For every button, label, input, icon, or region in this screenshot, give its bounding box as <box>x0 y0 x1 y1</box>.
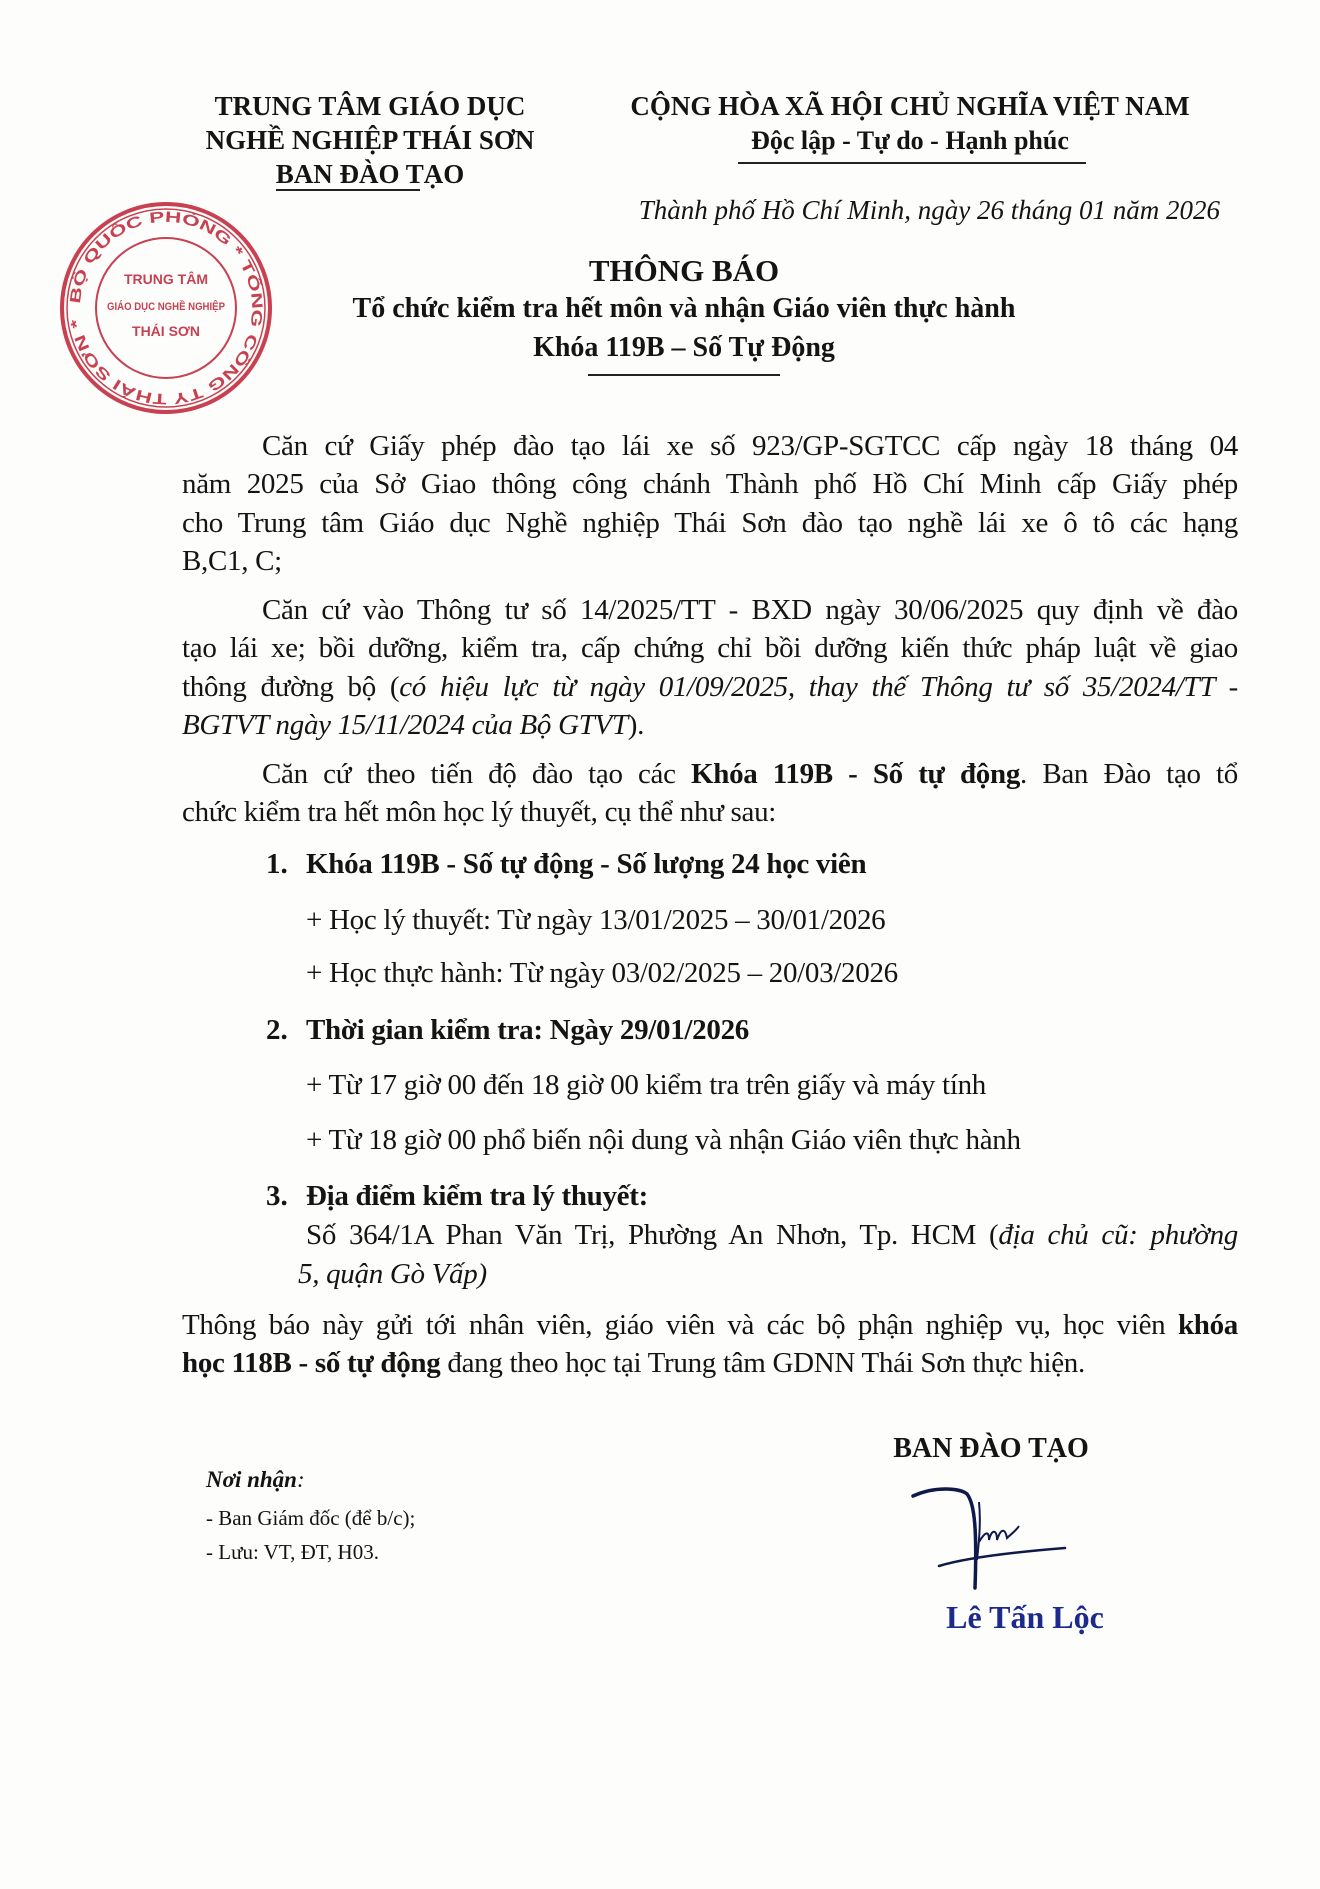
motto-underline <box>738 162 1086 164</box>
address-old-note: địa chủ cũ: phường <box>998 1219 1238 1251</box>
text-line <box>182 1344 1238 1382</box>
notice-subtitle: Tổ chức kiểm tra hết môn và nhận Giáo viên thực hành <box>352 293 1016 324</box>
bold-text: Khóa 119B - Số tự động <box>691 758 1021 790</box>
signer-department: BAN ĐÀO TẠO <box>893 1433 1089 1464</box>
paragraph-circular <box>182 591 1238 745</box>
title-underline <box>588 374 780 376</box>
paragraph-license <box>182 427 1238 581</box>
text-segment: Căn cứ theo tiến độ đào tạo các <box>262 758 691 790</box>
text-segment: cho Trung tâm Giáo dục Nghề nghiệp Thái Sơn đào tạo nghề lái xe ô tô các hạng <box>182 506 1238 539</box>
item-title: Địa điểm kiểm tra lý thuyết: <box>306 1180 648 1212</box>
item-address <box>306 1216 1238 1254</box>
item-number: 3. <box>266 1180 288 1212</box>
org-name-line2: NGHỀ NGHIỆP THÁI SƠN <box>205 125 535 155</box>
org-name-line1: TRUNG TÂM GIÁO DỤC <box>214 91 526 121</box>
text-segment: ). <box>627 709 645 742</box>
text-segment: Căn cứ vào Thông tư số 14/2025/TT - BXD ngày 30/06/2025 quy định về đào <box>262 594 1238 626</box>
official-stamp <box>58 200 274 416</box>
text-segment: . Ban Đào tạo tổ <box>1020 758 1238 790</box>
signer-name: Lê Tấn Lộc <box>946 1599 1104 1635</box>
text-segment: Căn cứ Giấy phép đào tạo lái xe số 923/GP-SGTCC cấp ngày 18 tháng 04 <box>262 430 1238 462</box>
item-number: 1. <box>266 848 288 880</box>
item-detail: + Từ 17 giờ 00 đến 18 giờ 00 kiểm tra trên giấy và máy tính <box>306 1069 986 1101</box>
text-line <box>182 465 1238 503</box>
text-segment: đang theo học tại Trung tâm GDNN Thái Sơn thực hiện. <box>440 1347 1085 1380</box>
item-detail: + Học thực hành: Từ ngày 03/02/2025 – 20/03/2026 <box>306 957 898 989</box>
text-segment: B,C1, C; <box>182 545 282 578</box>
notice-heading: THÔNG BÁO <box>588 253 780 288</box>
text-segment: năm 2025 của Sở Giao thông công chánh Thành phố Hồ Chí Minh cấp Giấy phép <box>182 468 1238 501</box>
recipients-label <box>206 1464 305 1496</box>
item-detail: + Học lý thuyết: Từ ngày 13/01/2025 – 30/01/2026 <box>306 904 886 936</box>
item-title: Khóa 119B - Số tự động - Số lượng 24 học viên <box>306 848 867 880</box>
text-line <box>182 629 1238 667</box>
item-title: Thời gian kiểm tra: Ngày 29/01/2026 <box>306 1014 749 1046</box>
nation-motto: Độc lập - Tự do - Hạnh phúc <box>751 126 1069 155</box>
text-line <box>182 1306 1238 1344</box>
notice-course: Khóa 119B – Số Tự Động <box>533 332 835 363</box>
text-line <box>182 542 1238 580</box>
text-line <box>182 668 1238 706</box>
italic-text: BGTVT ngày 15/11/2024 của Bộ GTVT <box>182 709 628 742</box>
text-line <box>182 427 1238 465</box>
stamp-inner-line3: THÁI SƠN <box>132 323 200 339</box>
recipients-colon: : <box>296 1467 305 1492</box>
text-line <box>182 755 1238 793</box>
item-detail: + Từ 18 giờ 00 phổ biến nội dung và nhận Giáo viên thực hành <box>306 1124 1021 1156</box>
item-address-line2: 5, quận Gò Vấp) <box>298 1258 487 1290</box>
text-segment: Thông báo này gửi tới nhân viên, giáo viên và các bộ phận nghiệp vụ, học viên <box>182 1309 1178 1341</box>
address-text: Số 364/1A Phan Văn Trị, Phường An Nhơn, Tp. HCM ( <box>306 1219 999 1251</box>
italic-text: có hiệu lực từ ngày 01/09/2025, thay thế Thông tư số 35/2024/TT - <box>399 670 1239 703</box>
paragraph-closing <box>182 1306 1238 1383</box>
stamp-outer-text: BỘ QUỐC PHÒNG * TỔNG CÔNG TY THÁI SƠN * <box>66 208 266 408</box>
recipient-item: - Lưu: VT, ĐT, H03. <box>206 1540 379 1564</box>
handwritten-signature <box>905 1482 1085 1592</box>
text-line <box>182 793 1238 831</box>
paragraph-schedule <box>182 755 1238 832</box>
text-segment: chức kiểm tra hết môn học lý thuyết, cụ thể như sau: <box>182 796 777 829</box>
stamp-inner-line1: TRUNG TÂM <box>124 271 208 287</box>
recipients-label-text: Nơi nhận <box>206 1467 297 1492</box>
document-date: Thành phố Hồ Chí Minh, ngày 26 tháng 01 năm 2026 <box>638 195 1220 225</box>
org-department: BAN ĐÀO TẠO <box>275 159 465 189</box>
org-underline <box>276 189 420 191</box>
text-line <box>182 591 1238 629</box>
recipient-item: - Ban Giám đốc (để b/c); <box>206 1506 416 1530</box>
bold-text: khóa <box>1177 1309 1238 1341</box>
text-segment: tạo lái xe; bồi dưỡng, kiểm tra, cấp chứng chỉ bồi dưỡng kiến thức pháp luật về giao <box>182 632 1238 665</box>
text-line <box>182 504 1238 542</box>
nation-title: CỘNG HÒA XÃ HỘI CHỦ NGHĨA VIỆT NAM <box>630 91 1190 121</box>
text-line <box>182 706 1238 744</box>
bold-text: học 118B - số tự động <box>182 1347 441 1380</box>
item-number: 2. <box>266 1014 288 1046</box>
stamp-inner-line2: GIÁO DỤC NGHỀ NGHIỆP <box>107 301 243 313</box>
text-segment: thông đường bộ ( <box>182 670 400 703</box>
